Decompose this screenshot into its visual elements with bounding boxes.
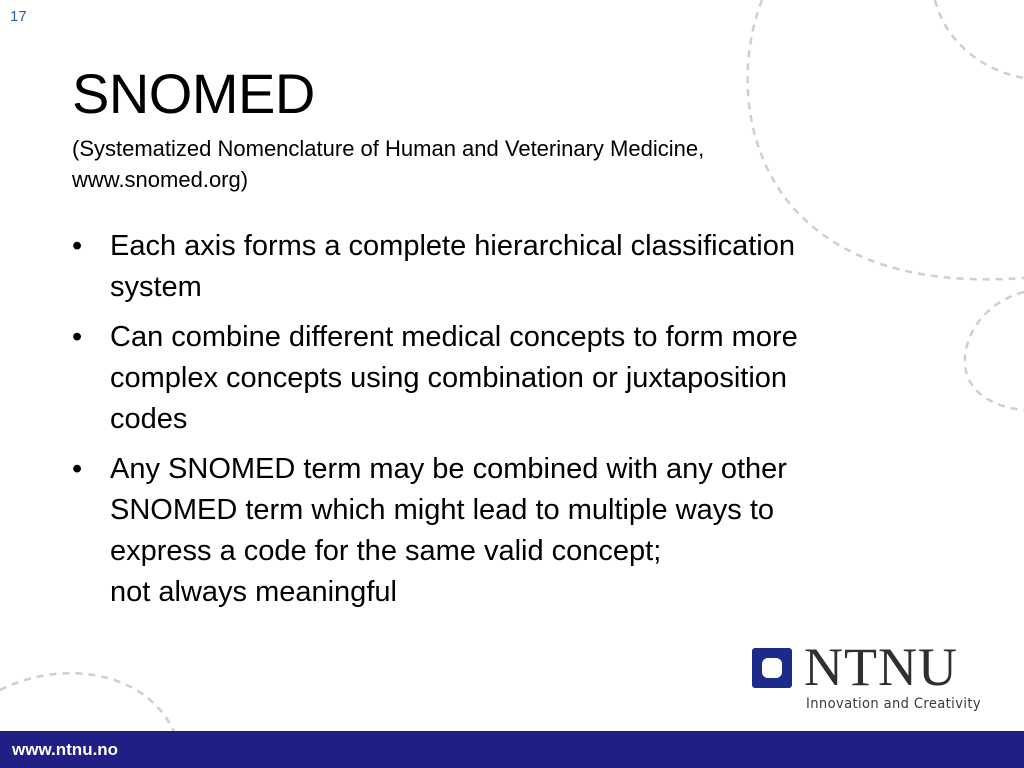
- bullet-dot: •: [72, 453, 83, 485]
- footer-bar: [0, 731, 1024, 768]
- bullet-dot: •: [72, 321, 83, 353]
- bullet-text-line: Each axis forms a complete hierarchical classification: [110, 230, 795, 262]
- bullet-text-line: codes: [110, 403, 188, 435]
- bullet-text-line: complex concepts using combination or juxtaposition: [110, 362, 788, 394]
- bullet-text-line: Can combine different medical concepts to form more: [110, 321, 798, 353]
- bullet-item: [72, 226, 942, 308]
- bullet-text-line: not always meaningful: [110, 576, 397, 608]
- logo-tagline: Innovation and Creativity: [806, 696, 981, 712]
- bullet-item: [72, 317, 942, 440]
- logo-wordmark: NTNU: [804, 637, 958, 697]
- bullet-text-line: express a code for the same valid concept;: [110, 535, 662, 567]
- decorative-arc: [935, 0, 1024, 78]
- ntnu-logo-mark-icon: [752, 648, 792, 688]
- slide-title: SNOMED: [72, 62, 315, 125]
- decorative-arc: [965, 292, 1024, 410]
- slide-subtitle: [72, 133, 832, 195]
- subtitle-line: www.snomed.org): [72, 167, 249, 192]
- subtitle-line: (Systematized Nomenclature of Human and Veterinary Medicine,: [72, 136, 705, 161]
- bullet-dot: •: [72, 230, 83, 262]
- footer-url: www.ntnu.no: [12, 740, 119, 759]
- bullet-item: [72, 449, 942, 613]
- ntnu-logo: [752, 637, 1002, 718]
- bullet-list: [72, 226, 942, 622]
- bullet-text-line: SNOMED term which might lead to multiple ways to: [110, 494, 774, 526]
- bullet-text-line: system: [110, 271, 202, 303]
- page-number: 17: [10, 8, 27, 25]
- bullet-text-line: Any SNOMED term may be combined with any other: [110, 453, 787, 485]
